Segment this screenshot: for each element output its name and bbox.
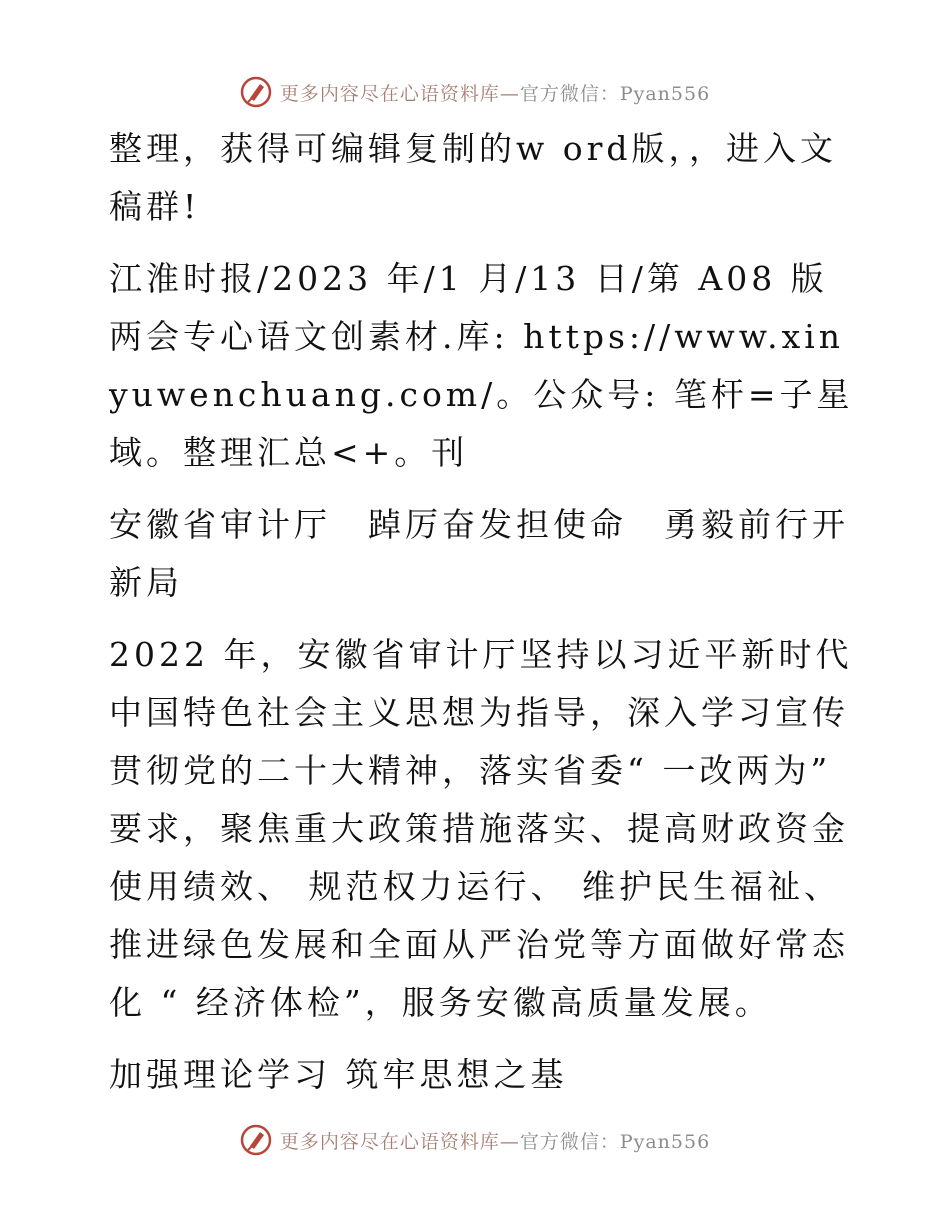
- paragraph-intro: 整理，获得可编辑复制的w ord版，，进入文稿群!: [109, 129, 838, 226]
- watermark-text: [280, 79, 710, 106]
- pen-seal-icon: [240, 76, 272, 108]
- paragraph-body: 2022 年，安徽省审计厅坚持以习近平新时代中国特色社会主义思想为指导，深入学习宣传贯彻党的二十大精神，落实省委“ 一改两为” 要求，聚焦重大政策措施落实、提高财政资金使用绩效、 规范权力运行、 维护民生福祉、 推进绿色发展和全面从严治党等方面做好常态化 “ 经济体检”，服务安徽高质量发展。: [109, 635, 853, 1022]
- article-title: 安徽省审计厅 踔厉奋发担使命 勇毅前行开新局: [109, 505, 849, 602]
- watermark-text: [280, 1127, 710, 1154]
- watermark-header: [0, 72, 950, 112]
- document-body: [97, 120, 857, 1118]
- paragraph-source: 江淮时报/2023 年/1 月/13 日/第 A08 版两会专心语文创素材.库: https://www.xinyuwenchuang.com/。公众号: 笔杆=子星域。整理汇总<+。刊: [109, 259, 854, 472]
- pen-seal-icon: [240, 1124, 272, 1156]
- section-heading: 加强理论学习 筑牢思想之基: [109, 1055, 568, 1094]
- watermark-site-text: 更多内容尽在心语资料库: [279, 1130, 500, 1153]
- watermark-site-text: 更多内容尽在心语资料库: [279, 82, 500, 105]
- watermark-wechat-text: 官方微信：Pyan556: [519, 1130, 711, 1153]
- watermark-dash: —: [499, 1130, 520, 1153]
- watermark-footer: [0, 1120, 950, 1160]
- watermark-wechat-text: 官方微信：Pyan556: [519, 82, 711, 105]
- watermark-dash: —: [499, 82, 520, 105]
